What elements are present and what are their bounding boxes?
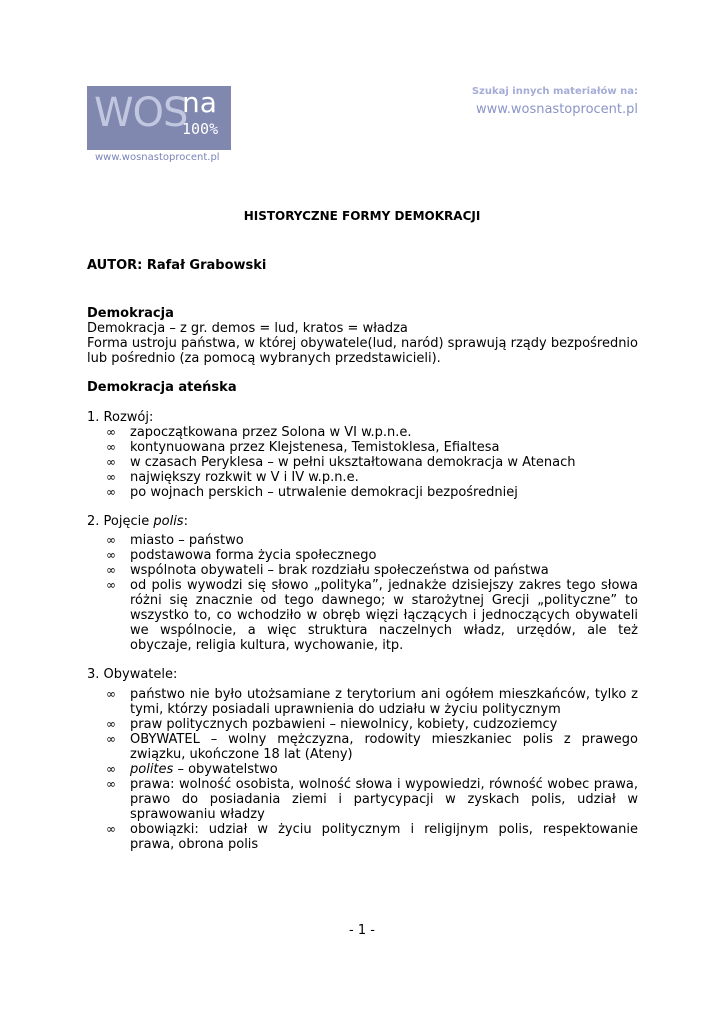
list-item: ∞ największy rozkwit w V i IV w.p.n.e. [106,470,359,485]
list-item: ∞ kontynuowana przez Klejstenesa, Temistoklesa, Efialtesa [106,440,500,455]
subsection-title-obywatele: 3. Obywatele: [87,667,178,682]
document-body [87,258,638,852]
list-item: ∞ praw politycznych pozbawieni – niewolnicy, kobiety, cudzoziemcy [106,717,558,732]
logo[interactable] [87,86,231,150]
author-line: AUTOR: Rafał Grabowski [87,258,267,273]
search-url-link[interactable]: www.wosnastoprocent.pl [476,102,638,117]
list-item: ∞ polites – obywatelstwo [106,762,278,777]
definition-paragraph: Forma ustroju państwa, w której obywatele(lud, naród) sprawują rządy bezpośrednio lub pośrednio (za pomocą wybranych przedstawicieli). [87,336,638,366]
bullet-icon: ∞ [106,578,116,592]
list-item: ∞ obowiązki: udział w życiu politycznym i religijnym polis, respektowanie prawa, obrona polis [106,822,638,852]
header-search-info [472,86,638,117]
list-item: ∞ od polis wywodzi się słowo „polityka”, jednakże dzisiejszy zakres tego słowa różni się znacznie od tego dawnego; w starożytnej Grecji „polityczne” to wszystko to, co wchodziło w obręb więzi łączących i jednoczących obywateli we wspólnocie, a więc struktura naczelnych władz, urzędów, ale też obyczaje, religia kultura, wychowanie, itp. [106,578,638,653]
search-label: Szukaj innych materiałów na: [471,86,638,97]
list-obywatele [87,687,638,852]
bullet-icon: ∞ [106,455,116,469]
section-heading-ateny: Demokracja ateńska [87,380,237,395]
list-polis [87,533,638,653]
bullet-icon: ∞ [106,470,116,484]
bullet-icon: ∞ [106,717,116,731]
section-heading-demokracja: Demokracja [87,306,174,321]
logo-url-link[interactable]: www.wosnastoprocent.pl [95,152,220,163]
bullet-icon: ∞ [106,563,116,577]
bullet-icon: ∞ [106,485,116,499]
bullet-icon: ∞ [106,732,116,746]
list-item: ∞ zapoczątkowana przez Solona w VI w.p.n.e. [106,425,412,440]
bullet-icon: ∞ [106,687,116,701]
bullet-icon: ∞ [106,440,116,454]
list-item: ∞ podstawowa forma życia społecznego [106,548,377,563]
bullet-icon: ∞ [106,822,116,836]
subsection-title-rozwoj: 1. Rozwój: [87,410,154,425]
page-number: - 1 - [349,923,375,938]
list-item: ∞ po wojnach perskich – utrwalenie demokracji bezpośredniej [106,485,518,500]
list-item: ∞ w czasach Peryklesa – w pełni ukształtowana demokracja w Atenach [106,455,576,470]
list-item: ∞ miasto – państwo [106,533,244,548]
logo-wos-text: WOS [94,90,188,136]
subsection-title-polis: 2. Pojęcie polis: [87,514,188,529]
bullet-icon: ∞ [106,777,116,791]
list-item: ∞ wspólnota obywateli – brak rozdziału społeczeństwa od państwa [106,563,549,578]
bullet-icon: ∞ [106,548,116,562]
list-item: ∞ prawa: wolność osobista, wolność słowa i wypowiedzi, równość wobec prawa, prawo do posiadania ziemi i partycypacji w zyskach polis, udział w sprawowaniu władzy [106,777,638,822]
bullet-icon: ∞ [106,762,116,776]
logo-na-text: na [182,86,217,119]
bullet-icon: ∞ [106,533,116,547]
definition-line: Demokracja – z gr. demos = lud, kratos = władza [87,321,408,336]
list-item: ∞ OBYWATEL – wolny mężczyzna, rodowity mieszkaniec polis z prawego związku, ukończone 18 lat (Ateny) [106,732,638,762]
list-item: ∞ państwo nie było utożsamiane z terytorium ani ogółem mieszkańców, tylko z tymi, którzy posiadali uprawnienia do udziału w życiu politycznym [106,687,638,717]
logo-percent-text: 100% [182,120,219,138]
document-title: HISTORYCZNE FORMY DEMOKRACJI [243,209,481,223]
list-rozwoj [87,425,638,500]
bullet-icon: ∞ [106,425,116,439]
